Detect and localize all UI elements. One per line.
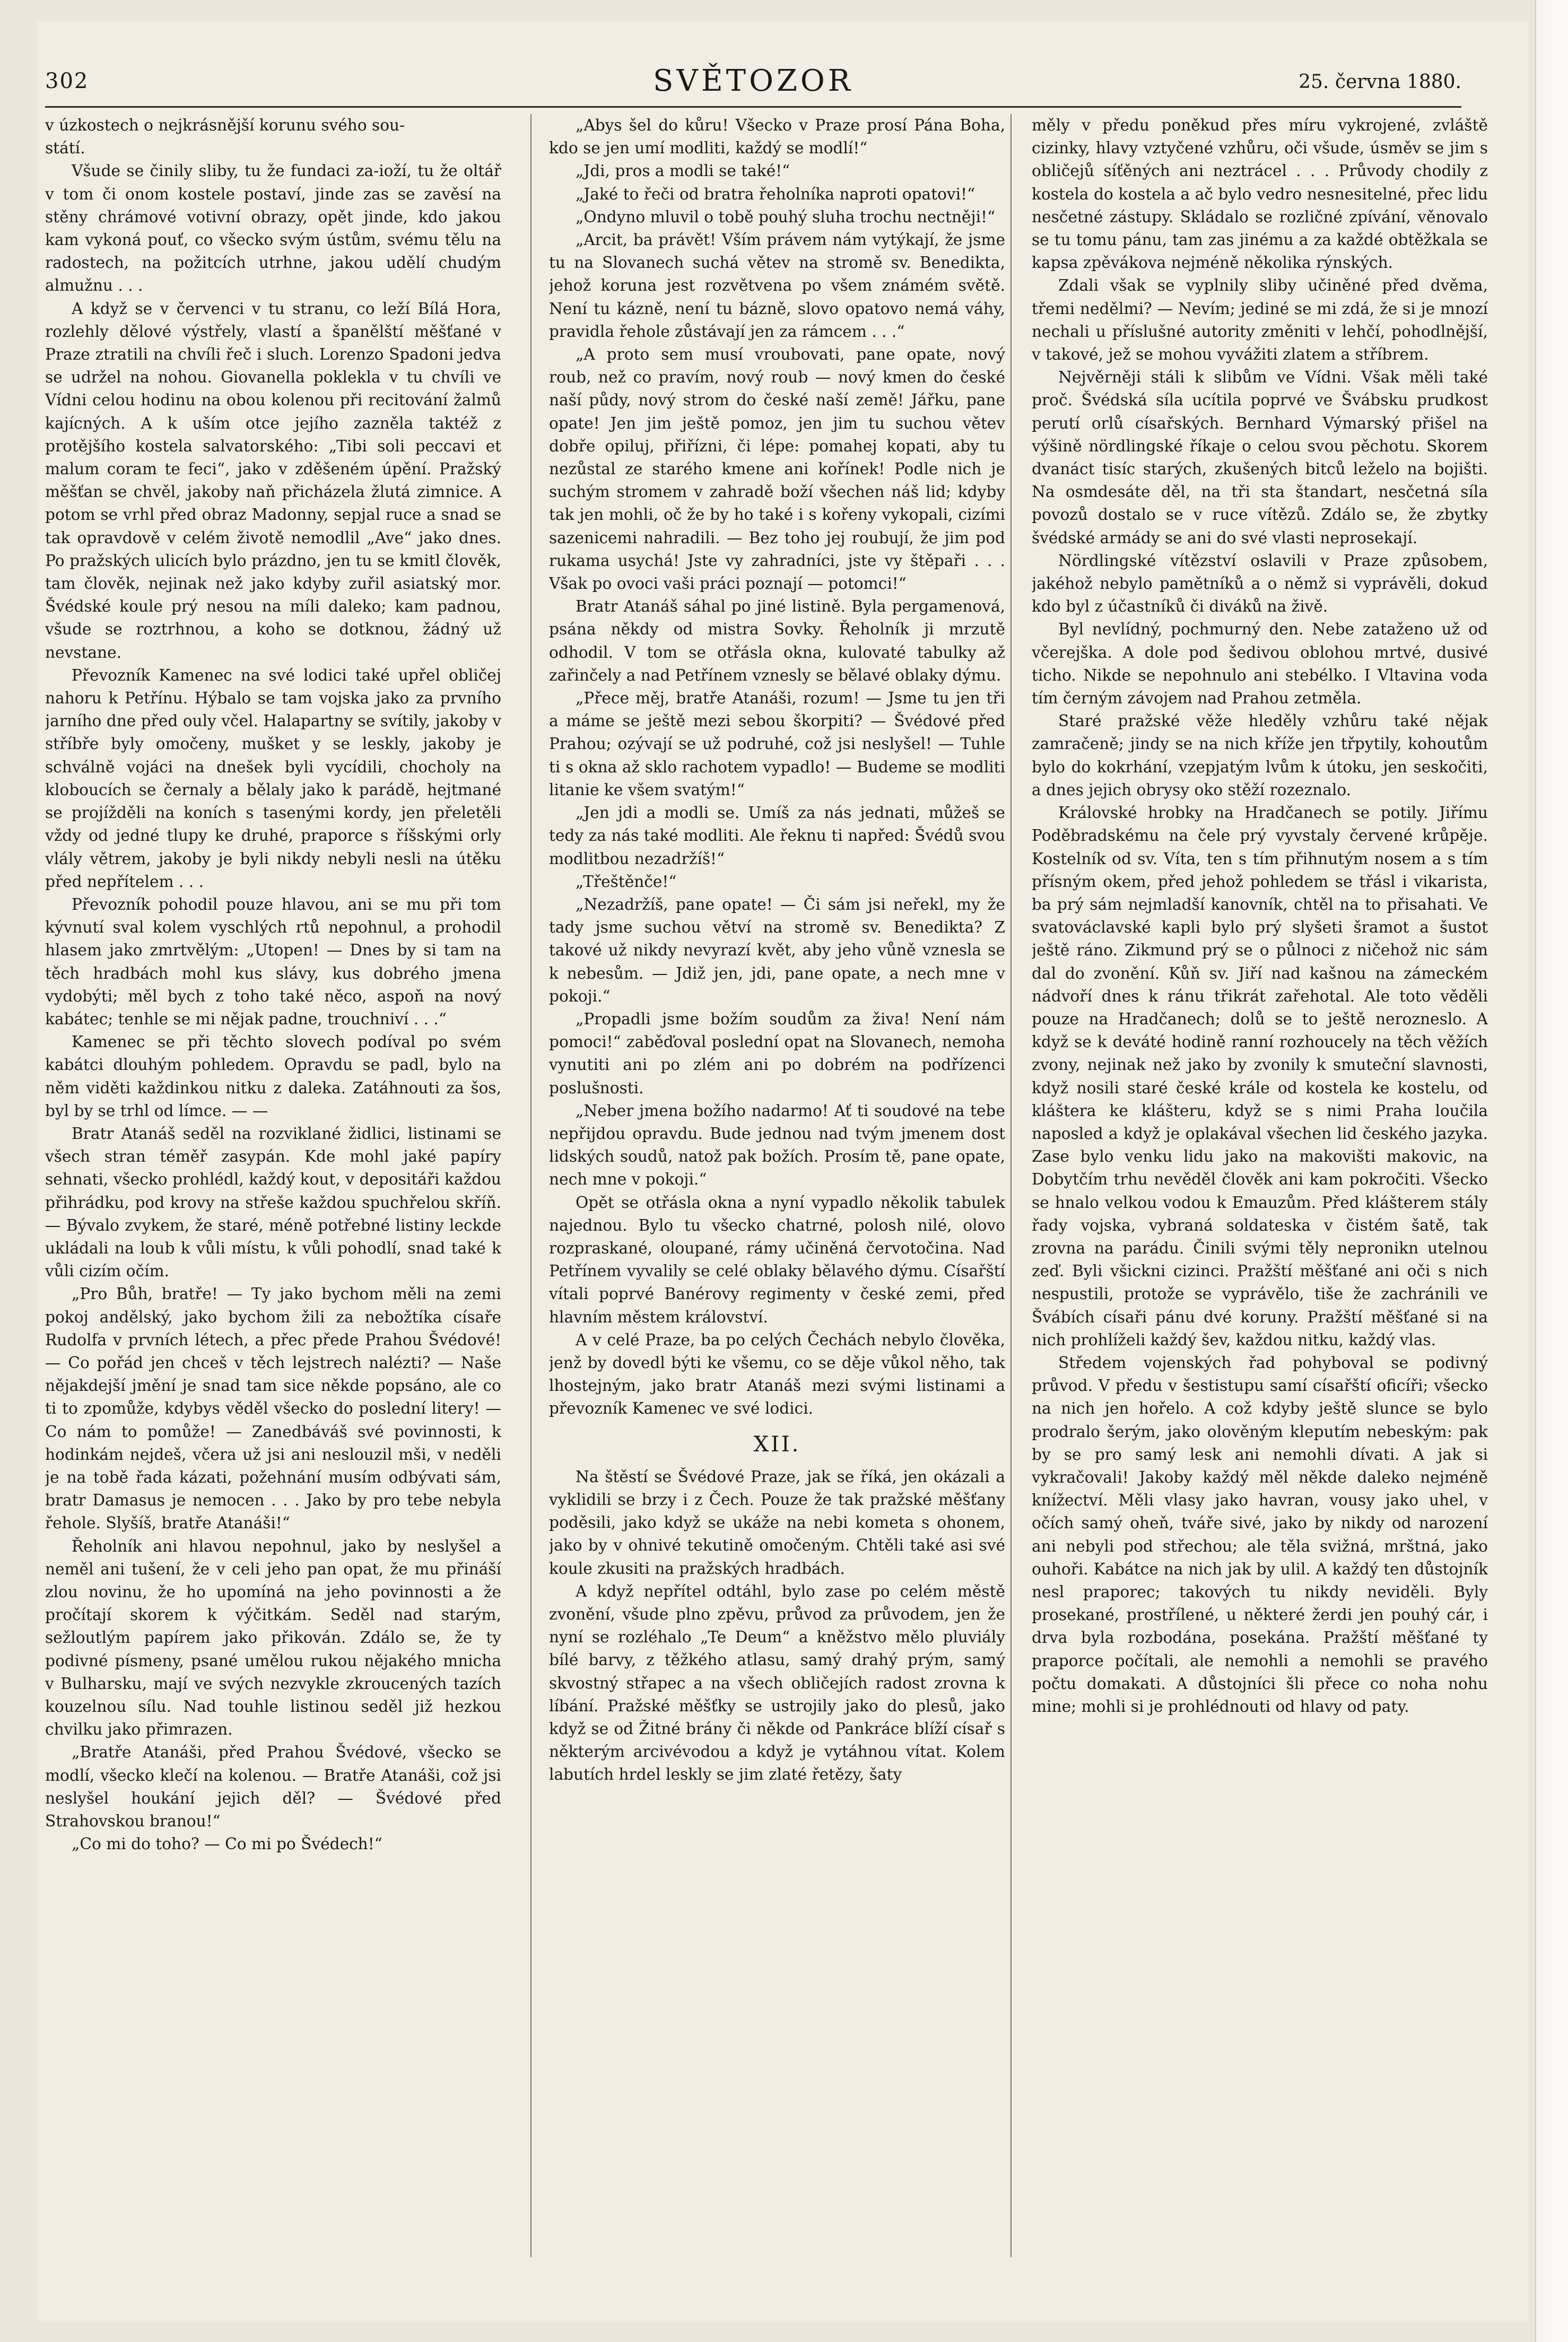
paragraph: „Arcit, ba právět! Vším právem nám vytýkají, že jsme tu na Slovanech suchá větev na stromě sv. Benedikta, jehož koruna jest rozvětvena po všem známém světě. Není tu kázně, není tu bázně, slovo opatovo nemá váhy, pravidla řehole zůstávají jen za rámcem . . .“ — [549, 231, 1005, 341]
paragraph: měly v předu poněkud přes míru vykrojené, zvláště cizinky, hlavy vztyčené vzhůru, oči všude, úsměv se jim s obličejů síťěných ani neztrácel . . . Průvody chodily z kostela do kostela a ač bylo vedro nesnesitelné, přec lidu nesčetné zástupy. Skládalo se rozličné zpívání, věnovalo se tu tomu pánu, tam zas jinému a za každé obtěžkala se kapsa zpěvákova nejméně několika rýnských. — [1032, 116, 1488, 272]
paragraph: Zdali však se vyplnily sliby učiněné před dvěma, třemi nedělmi? — Nevím; jediné se mi zdá, že si je mnozí nechali u příslušné autority změniti v lehčí, pohodlnější, v takové, jež se mohou vyvážiti zlatem a stříbrem. — [1032, 276, 1488, 364]
column-divider — [1011, 114, 1012, 2257]
paragraph: „Abys šel do kůru! Všecko v Praze prosí Pána Boha, kdo se jen umí modliti, každý se modlí!“ — [549, 116, 1005, 158]
paragraph: A v celé Praze, ba po celých Čechách nebylo člověka, jenž by dovedl býti ke všemu, co se děje vůkol něho, tak lhostejným, jako bratr Atanáš mezi svými listinami a převozník Kamenec ve své lodici. — [549, 1330, 1005, 1418]
issue-date: 25. června 1880. — [1299, 71, 1461, 93]
paragraph: Všude se činily sliby, tu že fundaci za-ioží, tu že oltář v tom či onom kostele postaví, jinde zas se zavěsí na stěny chrámové votivní obrazy, opět jinde, kdo jakou kam vykoná pouť, co všecko svým ústům, svému tělu na radostech, na požitcích utrhne, jakou udělí chudým almužnu . . . — [45, 162, 501, 295]
paragraph: A když nepřítel odtáhl, bylo zase po celém městě zvonění, všude plno zpěvu, průvod za průvodem, jen že nyní se rozléhalo „Te Deum“ a kněžstvo mělo pluviály bílé barvy, z těžkého atlasu, samý drahý prým, samý skvostný střapec a na všech obličejích radost zrovna k líbání. Pražské měšťky se ustrojily jako do plesů, jako když se od Žitné brány či někde od Pankráce blíží císař s některým arcivévodou a když je vytáhnou vítat. Kolem labutích hrdel leskly se jim zlaté řetězy, šaty — [549, 1582, 1005, 1784]
paragraph: „Ondyno mluvil o tobě pouhý sluha trochu nectněji!“ — [576, 207, 996, 226]
paragraph: „Jaké to řeči od bratra řeholníka naproti opatovi!“ — [576, 185, 975, 203]
paragraph: Byl nevlídný, pochmurný den. Nebe zataženo už od včerejška. A dole pod šedivou oblohou mrtvé, dusivé ticho. Nikde se nepohnulo ani stebélko. I Vltavina voda tím černým závojem nad Prahou zetměla. — [1032, 620, 1488, 708]
paragraph: „Propadli jsme božím soudům za živa! Není nám pomoci!“ zaběďoval poslední opat na Slovanech, nemoha vynutiti ani po zlém ani po dobrém na podřízenci poslušnosti. — [549, 1009, 1005, 1097]
column-2 — [549, 114, 1005, 2262]
journal-title: SVĚTOZOR — [653, 64, 853, 98]
paragraph: „A proto sem musí vroubovati, pane opate, nový roub, než co pravím, nový roub — nový kmen do české naší půdy, nový strom do české naší země! Jářku, pane opate! Jen jim ještě pomoz, jen jim tu suchou větev dobře opiluj, přiřízni, či lépe: pomahej kopati, aby tu nezůstal ze starého kmene ani kořínek! Podle nich je suchým stromem v zahradě boží všechen náš lid; kdyby tak jen mohli, oč že by ho také i s kořeny vykopali, cizími sazenicemi nahradili. — Bez toho jej roubují, že jim pod rukama usychá! Jste vy zahradníci, jste vy štěpaři . . . Však po ovoci vaši práci poznají — potomci!“ — [549, 345, 1005, 593]
paragraph: „Co mi do toho? — Co mi po Švédech!“ — [72, 1835, 382, 1853]
paragraph: Staré pražské věže hleděly vzhůru také nějak zamračeně; jindy se na nich kříže jen třpytily, kohoutům bylo do kokrhání, vzepjatým lvům k útoku, jen seskočiti, a dnes jejich obrysy oko stěží rozeznalo. — [1032, 712, 1488, 799]
paragraph: „Neber jmena božího nadarmo! Ať ti soudové na tebe nepřijdou opravdu. Bude jednou nad tvým jmenem dost lidských soudů, natož pak božích. Prosím tě, pane opate, nech mne v pokoji.“ — [549, 1101, 1005, 1189]
column-1 — [45, 114, 501, 2262]
column-divider — [530, 114, 532, 2257]
paragraph: „Jdi, pros a modli se také!“ — [576, 162, 790, 180]
paragraph: „Jen jdi a modli se. Umíš za nás jednati, můžeš se tedy za nás také modliti. Ale řeknu ti napřed: Švédů svou modlitbou nezadržíš!“ — [549, 804, 1005, 868]
header-rule — [45, 106, 1461, 108]
paragraph: „Pro Bůh, bratře! — Ty jako bychom měli na zemi pokoj andělský, jako bychom žili za nebožtíka císaře Rudolfa v prvních létech, a přec přede Prahou Švédové! — Co pořád jen chceš v těch lejstrech nalézti? — Naše nějakdejší jmění je snad tam sice někde popsáno, ale co ti to zpomůže, kdybys věděl všecko do poslední litery! — Co nám to pomůže! — Zanedbáváš své povinnosti, k hodinkám nejdeš, včera už jsi ani neslouzil mši, v neděli je na tobě řada kázati, požehnání musím odbývati sám, bratr Damasus je nemocen . . . Jako by pro tebe nebyla řehole. Slyšíš, bratře Atanáši!“ — [45, 1285, 501, 1533]
paragraph: Řeholník ani hlavou nepohnul, jako by neslyšel a neměl ani tušení, že v celi jeho pan opat, že mu přináší zlou novinu, že ho upomíná na jeho povinnosti a že pročítají skorem k výčitkám. Seděl nad starým, sežloutlým papírem jako přikován. Zdálo se, že ty podivné písmeny, psané umělou rukou nějakého mnicha v Bulharsku, mají ve svých nezvyklе zkroucených tazích kouzelnou sílu. Nad touhle listinou seděl již hezkou chvilku jako přimrazen. — [45, 1537, 501, 1739]
paragraph: Bratr Atanáš sáhal po jiné listině. Byla pergamenová, psána někdy od mistra Sovky. Řeholník ji mrzutě odhodil. V tom se otřásla okna, kulovaté tabulky až zařinčely a nad Petřínem vznesly se bělavé oblaky dýmu. — [549, 597, 1005, 684]
paragraph: Královské hrobky na Hradčanech se potily. Jiřímu Poděbradskému na čele prý vyvstaly červené krůpěje. Kostelník od sv. Víta, ten s tím přihnutým nosem a s tím přísným okem, před jehož pohledem se třásl i vikaristа, ba prý sám nejmladší kanovník, chtěl na to přisahati. Ve svatováclavské kapli bylo prý slyšeti šramot a šustot ještě ráno. Zikmund prý se o půlnoci z ničehož nic sám dal do zvonění. Kůň sv. Jiří nad kašnou na zámeckém nádvoří dnes k ránu třikrát zařehotal. Ale toto věděli pouze na Hradčanech; dolů se to ještě nerozneslo. A když se k deváté hodině ranní rozhoucely na těch věžích zvony, nejinak než jako by zvonily k smuteční slavnosti, když nosili staré české krále od kostela ke kostelu, od kláštera ke klášteru, když se s nimi Praha loučila naposled a když je oplakával všechen lid českého jazyka. Zase bylo venku lidu jako na makovišti makovic, na Dobytčím trhu nevěděl člověk ani kam pokročiti. Všecko se hnalo velkou vodou k Emauzům. Před klášterem stály řady vojska, vybraná soldateska v čistém šatě, tak zrovna na parádu. Činili svými těly nepronikn utelnou zeď. Byli všickni cizinci. Pražští měšťané ani oči s nich nespustili, protože se vyprávělo, tiše že zachránili ve Švábích císaři pánu dvé koruny. Pražští měšťané si na nich prohlíželi každý šev, každou nitku, každý vlas. — [1032, 804, 1488, 1349]
page-header — [45, 64, 1461, 111]
paragraph: Kamenec se při těchto slovech podíval po svém kabátci dlouhým pohledem. Opravdu se padl, bylo na něm viděti každinkou nitku z daleka. Zatáhnouti za šos, byl by se trhl od límce. — — — [45, 1033, 501, 1120]
paragraph: Převozník Kamenec na své lodici také upřel obličej nahoru k Petřínu. Hýbalo se tam vojska jako za prvního jarního dne před ouly včel. Halapartny se svítily, jakoby v stříbře byly omočeny, mušket y se leskly, jakoby je schválně vojáci na dnešek byli vycídili, chocholy na kloboucích se černaly a bělaly jako k parádě, hejtmané se projížděli na koních s tasenými kordy, jen přeletěli vždy od jedné tlupy ke druhé, praporce s říšskými orly vlály větrem, jakoby je byli nikdy nebyli nesli na útěku před nepřítelem . . . — [45, 666, 501, 891]
paragraph: Převozník pohodil pouze hlavou, ani se mu při tom kývnutí sval kolem vyschlých rtů nepohnul, a prohodil hlasem jako zmrtvělým: „Utopen! — Dnes by si tam na těch hradbách mohl kus slávy, kus dobrého jmena vydobýti; měl bych z toho také něco, aspoň na nový kabátec; tenhle se mi nějak padne, trouchniví . . .“ — [45, 895, 501, 1028]
paragraph: Bratr Atanáš seděl na rozviklané židlici, listinami se všech stran téměř zasypán. Kde mohl jaké papíry sehnati, všecko prohlédl, každý kout, v depositáři každou přihrádku, pod krovy na střeše každou spuchřelou skříň. — Bývalo zvykem, že staré, méně potřebné listiny leckde ukládali na loub k vůli místu, k vůli pohodlí, snad také k vůli cizím očím. — [45, 1124, 501, 1281]
paragraph: „Bratře Atanáši, před Prahou Švédové, všecko se modlí, všecko klečí na kolenou. — Bratře Atanáši, což jsi neslyšel houkání jejich děl? — Švédové před Strahovskou branou!“ — [45, 1743, 501, 1831]
page-number: 302 — [45, 69, 89, 93]
paragraph: Na štěstí se Švédové Praze, jak se říká, jen okázali a vyklidili se brzy i z Čech. Pouze že tak pražské měšťany poděsili, jako když se ukáže na nebi kometa s ohonem, jako by v ohnivé tekutině omočeným. Chtěli také asi své koule zkusiti na pražských hradbách. — [549, 1467, 1005, 1578]
chapter-heading: XII. — [753, 1432, 801, 1457]
paragraph: „Třeštěnče!“ — [576, 872, 677, 891]
paragraph: „Nezadržíš, pane opate! — Či sám jsi neřekl, my že tady jsme suchou větví na stromě sv. Benedikta? Z takové už nikdy nevyrazí květ, aby jeho vůně vznesla se k nebesům. — Jdiž jen, jdi, pane opate, a nech mne v pokoji.“ — [549, 895, 1005, 1005]
paragraph: státí. — [45, 139, 85, 158]
paragraph: Nejvěrněji stáli k slibům ve Vídni. Však měli také proč. Švédská síla ucítila poprvé ve Švábsku prudkost perutí orlů císařských. Bernhard Výmarský přišel na výšině nördlingské říkaje o celou svou pěchotu. Skorem dvanáct tisíc starých, zkušených bitců leželo na bojišti. Na osmdesáte děl, na tři sta štandart, nesčetná síla povozů dostalo se v ruce vítězů. Zdálo se, že zbytky švédské armády se ani do své vlasti neprosekají. — [1032, 368, 1488, 547]
paragraph: v úzkostech o nejkrásnější korunu svého sou- — [45, 116, 405, 134]
paragraph: Nördlingské vítězství oslavili v Praze způsobem, jakéhož nebylo pamětníků a o němž si vyprávěli, dokud kdo byl z účastníků či diváků na živě. — [1032, 551, 1488, 616]
paragraph: „Přece měj, bratře Atanáši, rozum! — Jsme tu jen tři a máme se ještě mezi sebou škorpiti? — Švédové před Prahou; ozývají se už podruhé, což jsi neslyšel! — Tuhle ti s okna až sklo rachotem vypadlo! — Budeme se modliti litanie ke všem svatým!“ — [549, 689, 1005, 799]
page-edge — [1535, 0, 1568, 2342]
column-3 — [1032, 114, 1488, 2262]
paragraph: Opět se otřásla okna a nyní vypadlo několik tabulek najednou. Bylo tu všecko chatrné, polosh nilé, olovo rozpraskané, oloupané, rámy učiněná červotočina. Nad Petřínem vyvalily se celé oblaky bělavého dýmu. Císařští vítali poprvé Banérovy regimenty v české zemi, před hlavním městem království. — [549, 1193, 1005, 1326]
paragraph: A když se v červenci v tu stranu, co leží Bílá Hora, rozlehly dělové výstřely, vlastí a španělští měšťané v Praze ztratili na chvíli řeč i sluch. Lorenzo Spadoni jedva se udržel na nohou. Giovanella pokleklа v tu chvíli ve Vídni celou hodinu na obou kolenou při recitování žalmů kajícných. A k uším otce jejího zaznělа taktéž z protějšího kostela salvatorského: „Tibi soli peccavi et malum coram te feci“, jako v zděšeném úpění. Pražský měšťan se chvěl, jakoby naň přicházela žlutá zimnice. A potom se vrhl před obraz Madonny, sepjal ruce a snad se tak opravdově v celém životě nemodlil „Ave“ jako dnes. Po pražských ulicích bylo prázdno, jen tu se kmitl člověk, tam člověk, nejinak než jako kdyby zuřil asiatský mor. Švédské koule prý nesou na míli daleko; kam padnou, všude se roztrhnou, a koho se dotknou, žádný už nevstane. — [45, 299, 501, 661]
paragraph: Středem vojenských řad pohyboval se podivný průvod. V předu v šestistupu samí císařští oficíři; všecko na nich jen hořelo. A což kdyby ještě slunce se bylo prodralo šerým, jako olověným kleputím nebeským: pak by se pro samý lesk ani nemohli dívati. A jak si vykračovali! Jakoby každý měl někde daleko nejméně knížectví. Měli vlasy jako havran, vousy jako uhel, v očích samý oheň, tváře sivé, jako by nikdy od narození ani nebyli pod střechou; ale těla svižná, mrštná, jako ouhoři. Kabátce na nich jak by ulil. A každý ten důstojník nesl praporec; takových tu nikdy neviděli. Byly prosekané, prostřílené, u některé žerdi jen pouhý cár, i drva byla rozbodána, posekána. Pražští měšťané ty praporce počítali, ale nemohli a nemohli se pravého počtu domakati. A důstojníci šli přece co noha nohu mine; mohli si je prohlédnouti od hlavy od paty. — [1032, 1353, 1488, 1716]
